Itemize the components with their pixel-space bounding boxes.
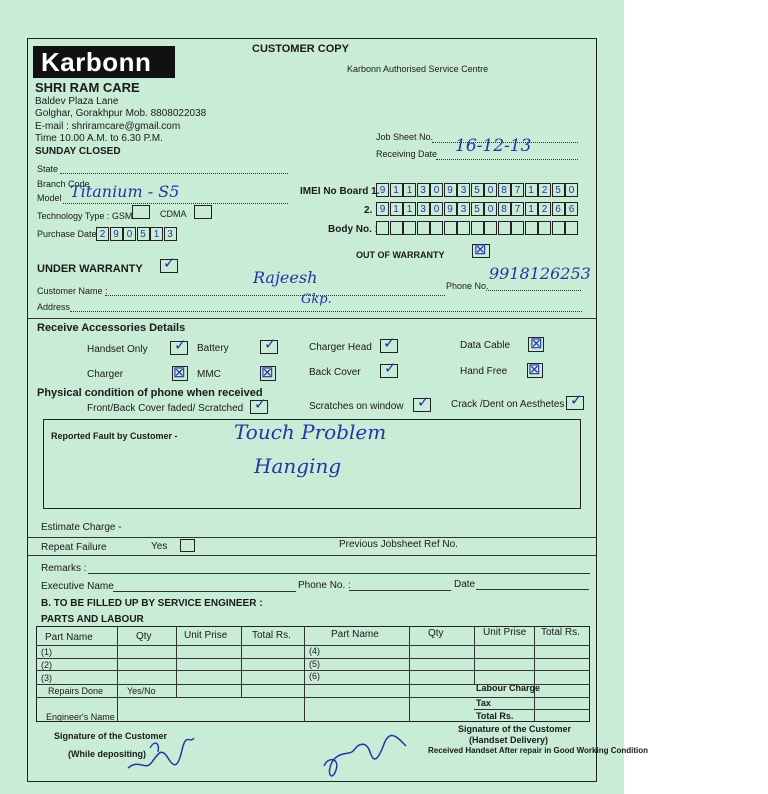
fault-line-2: Hanging [254, 454, 342, 478]
imei2-digit-8[interactable]: 5 [471, 202, 484, 216]
body-digit-9[interactable] [484, 221, 497, 235]
executive-phone-line [349, 590, 451, 591]
faded-label: Front/Back Cover faded/ Scratched [87, 403, 244, 414]
imei2-digit-9[interactable]: 0 [484, 202, 497, 216]
th-part-name-right: Part Name [331, 629, 379, 640]
divider-1 [28, 318, 596, 319]
repairs-done-label: Repairs Done [48, 686, 104, 696]
cdma-label: CDMA [160, 209, 187, 219]
imei1-digit-13[interactable]: 2 [538, 183, 551, 197]
reported-fault-label: Reported Fault by Customer - [51, 431, 178, 441]
remarks-label: Remarks : [41, 563, 87, 574]
total-rs-label: Total Rs. [476, 711, 514, 721]
col-line [117, 626, 118, 722]
technology-label: Technology Type : GSM [37, 211, 133, 221]
received-note: Received Handset After repair in Good Working Condition [428, 746, 649, 755]
estimate-charge-label: Estimate Charge - [41, 522, 122, 533]
imei2-digit-3[interactable]: 1 [403, 202, 416, 216]
body-digit-6[interactable] [444, 221, 457, 235]
phone-label: Phone No. [446, 281, 489, 291]
row-label-4: (4) [309, 646, 320, 656]
imei1-digit-6[interactable]: 9 [444, 183, 457, 197]
under-warranty-label: UNDER WARRANTY [37, 263, 143, 275]
model-value: Titanium - S5 [70, 182, 180, 201]
imei1-digit-12[interactable]: 1 [525, 183, 538, 197]
state-line [60, 173, 288, 174]
handset-only-tick: ✓ [174, 337, 187, 354]
imei1-digit-15[interactable]: 0 [565, 183, 578, 197]
back-cover-tick: ✓ [384, 360, 397, 377]
repeat-failure-label: Repeat Failure [41, 542, 107, 553]
body-digit-4[interactable] [417, 221, 430, 235]
accessories-title: Receive Accessories Details [37, 322, 186, 334]
battery-label: Battery [197, 343, 229, 354]
imei1-digit-8[interactable]: 5 [471, 183, 484, 197]
imei1-digit-7[interactable]: 3 [457, 183, 470, 197]
labour-charge-label: Labour Charge [476, 683, 541, 693]
row-label-5: (5) [309, 659, 320, 669]
scratches-tick: ✓ [417, 394, 430, 411]
out-of-warranty-tick: ⊠ [474, 241, 487, 258]
section-b-label: B. TO BE FILLED UP BY SERVICE ENGINEER : [41, 598, 263, 609]
imei2-digit-11[interactable]: 7 [511, 202, 524, 216]
parts-labour-label: PARTS AND LABOUR [41, 614, 144, 625]
body-no-label: Body No. : [328, 224, 378, 235]
address-label: Address [37, 302, 71, 312]
scratches-label: Scratches on window [309, 401, 404, 412]
purchase-digit-4[interactable]: 5 [137, 227, 150, 241]
charger-head-label: Charger Head [309, 342, 372, 353]
imei2-digit-13[interactable]: 2 [538, 202, 551, 216]
signature-delivery-label: Signature of the Customer [458, 724, 572, 734]
signature-customer-label: Signature of the Customer [54, 731, 168, 741]
body-no-boxes[interactable] [376, 221, 586, 235]
under-warranty-tick: ✓ [163, 255, 176, 272]
col-line [534, 626, 535, 722]
imei2-digit-2[interactable]: 1 [390, 202, 403, 216]
row-line [36, 697, 590, 698]
model-label: Model [37, 193, 62, 203]
engineer-name-label: Engineer's Name [46, 712, 115, 722]
gsm-checkbox[interactable] [132, 205, 150, 219]
row-line [474, 709, 590, 710]
imei2-digit-1[interactable]: 9 [376, 202, 389, 216]
sunday-closed: SUNDAY CLOSED [35, 146, 121, 157]
mmc-label: MMC [197, 369, 221, 380]
imei1-digit-10[interactable]: 8 [498, 183, 511, 197]
purchase-digit-1[interactable]: 2 [96, 227, 109, 241]
th-total-left: Total Rs. [252, 630, 291, 641]
yes-label: Yes [151, 541, 168, 552]
body-digit-11[interactable] [511, 221, 524, 235]
address-line [70, 311, 582, 312]
yes-no-label: Yes/No [127, 686, 156, 696]
col-line [474, 626, 475, 684]
row-label-1: (1) [41, 647, 52, 657]
purchase-digit-2[interactable]: 9 [110, 227, 123, 241]
remarks-line [88, 573, 590, 574]
imei2-digit-5[interactable]: 0 [430, 202, 443, 216]
imei1-digit-5[interactable]: 0 [430, 183, 443, 197]
body-digit-13[interactable] [538, 221, 551, 235]
imei1-digit-4[interactable]: 3 [417, 183, 430, 197]
model-line [63, 203, 288, 204]
imei2-digit-12[interactable]: 1 [525, 202, 538, 216]
charger-head-tick: ✓ [383, 335, 396, 352]
body-digit-8[interactable] [471, 221, 484, 235]
imei1-digit-11[interactable]: 7 [511, 183, 524, 197]
customer-signature-deposit [120, 728, 200, 778]
faded-tick: ✓ [254, 396, 267, 413]
purchase-digit-6[interactable]: 3 [164, 227, 177, 241]
crack-label: Crack /Dent on Aesthetes [451, 399, 565, 410]
divider-3 [28, 555, 596, 556]
customer-name-line [105, 295, 445, 296]
purchase-digit-3[interactable]: 0 [123, 227, 136, 241]
handset-delivery-label: (Handset Delivery) [469, 735, 549, 745]
customer-signature-delivery [318, 730, 413, 780]
col-line [304, 626, 305, 722]
col-line [241, 626, 242, 697]
address-value: Gkp. [301, 292, 332, 307]
service-centre-label: Karbonn Authorised Service Centre [347, 64, 489, 74]
imei1-label: IMEI No Board 1. [300, 186, 380, 197]
body-digit-12[interactable] [525, 221, 538, 235]
body-digit-14[interactable] [552, 221, 565, 235]
mmc-tick: ⊠ [261, 364, 274, 381]
th-total-right: Total Rs. [541, 627, 580, 638]
while-depositing-label: (While depositing) [68, 749, 146, 759]
out-of-warranty-label: OUT OF WARRANTY [356, 250, 445, 260]
executive-date-label: Date [454, 579, 476, 590]
charger-tick: ⊠ [173, 364, 186, 381]
executive-date-line [476, 589, 589, 590]
shop-name: SHRI RAM CARE [35, 80, 140, 95]
body-digit-10[interactable] [498, 221, 511, 235]
body-digit-5[interactable] [430, 221, 443, 235]
imei2-digit-10[interactable]: 8 [498, 202, 511, 216]
repeat-yes-checkbox[interactable] [180, 539, 195, 552]
condition-title: Physical condition of phone when received [37, 387, 263, 399]
col-line [409, 626, 410, 722]
receiving-date-value: 16-12-13 [455, 136, 532, 156]
phone-line [486, 290, 581, 291]
imei2-boxes[interactable] [376, 202, 586, 216]
imei1-digit-1[interactable]: 9 [376, 183, 389, 197]
imei2-label: 2. [364, 205, 373, 216]
purchase-date-boxes[interactable] [96, 227, 186, 241]
charger-label: Charger [87, 369, 124, 380]
imei2-digit-4[interactable]: 3 [417, 202, 430, 216]
customer-name-value: Rajeesh [253, 268, 318, 287]
th-unit-left: Unit Prise [184, 630, 228, 641]
phone-value: 9918126253 [489, 264, 591, 283]
hand-free-label: Hand Free [460, 366, 508, 377]
body-digit-3[interactable] [403, 221, 416, 235]
data-cable-tick: ⊠ [530, 335, 543, 352]
customer-copy-label: CUSTOMER COPY [252, 43, 349, 55]
purchase-date-label: Purchase Date [37, 229, 97, 239]
divider-2 [28, 537, 596, 538]
body-digit-1[interactable] [376, 221, 389, 235]
address-line-2: Golghar, Gorakhpur Mob. 8808022038 [35, 108, 207, 119]
imei2-digit-6[interactable]: 9 [444, 202, 457, 216]
executive-name-line [113, 591, 296, 592]
previous-jobsheet-label: Previous Jobsheet Ref No. [339, 539, 458, 550]
email-line: E-mail : shriramcare@gmail.com [35, 121, 181, 132]
data-cable-label: Data Cable [460, 340, 511, 351]
imei1-digit-14[interactable]: 5 [552, 183, 565, 197]
karbonn-logo: Karbonn [33, 46, 175, 78]
imei2-digit-15[interactable]: 6 [565, 202, 578, 216]
imei1-digit-3[interactable]: 1 [403, 183, 416, 197]
imei1-digit-9[interactable]: 0 [484, 183, 497, 197]
imei2-digit-7[interactable]: 3 [457, 202, 470, 216]
row-label-3: (3) [41, 673, 52, 683]
customer-name-label: Customer Name : [37, 286, 108, 296]
th-qty-left: Qty [136, 631, 152, 642]
col-line [176, 626, 177, 697]
hand-free-tick: ⊠ [528, 361, 541, 378]
handset-only-label: Handset Only [87, 344, 148, 355]
fault-line-1: Touch Problem [234, 420, 387, 444]
imei1-boxes[interactable] [376, 183, 586, 197]
th-unit-right: Unit Prise [483, 627, 527, 638]
executive-phone-label: Phone No. : [298, 580, 351, 591]
crack-tick: ✓ [570, 392, 583, 409]
branch-code-label: Branch Code [37, 179, 90, 189]
body-digit-7[interactable] [457, 221, 470, 235]
row-label-2: (2) [41, 660, 52, 670]
receiving-date-label: Receiving Date [376, 149, 438, 159]
tax-label: Tax [476, 698, 491, 708]
receiving-date-line [436, 159, 578, 160]
state-label: State [37, 164, 59, 174]
battery-tick: ✓ [264, 336, 277, 353]
hours-line: Time 10.00 A.M. to 6.30 P.M. [35, 133, 163, 144]
back-cover-label: Back Cover [309, 367, 361, 378]
imei2-digit-14[interactable]: 6 [552, 202, 565, 216]
cdma-checkbox[interactable] [194, 205, 212, 219]
address-line-1: Baldev Plaza Lane [35, 96, 119, 107]
imei1-digit-2[interactable]: 1 [390, 183, 403, 197]
purchase-digit-5[interactable]: 1 [150, 227, 163, 241]
executive-name-label: Executive Name [41, 581, 114, 592]
job-sheet-label: Job Sheet No. [376, 132, 434, 142]
th-part-name-left: Part Name [45, 632, 93, 643]
body-digit-2[interactable] [390, 221, 403, 235]
row-label-6: (6) [309, 671, 320, 681]
th-qty-right: Qty [428, 628, 444, 639]
body-digit-15[interactable] [565, 221, 578, 235]
